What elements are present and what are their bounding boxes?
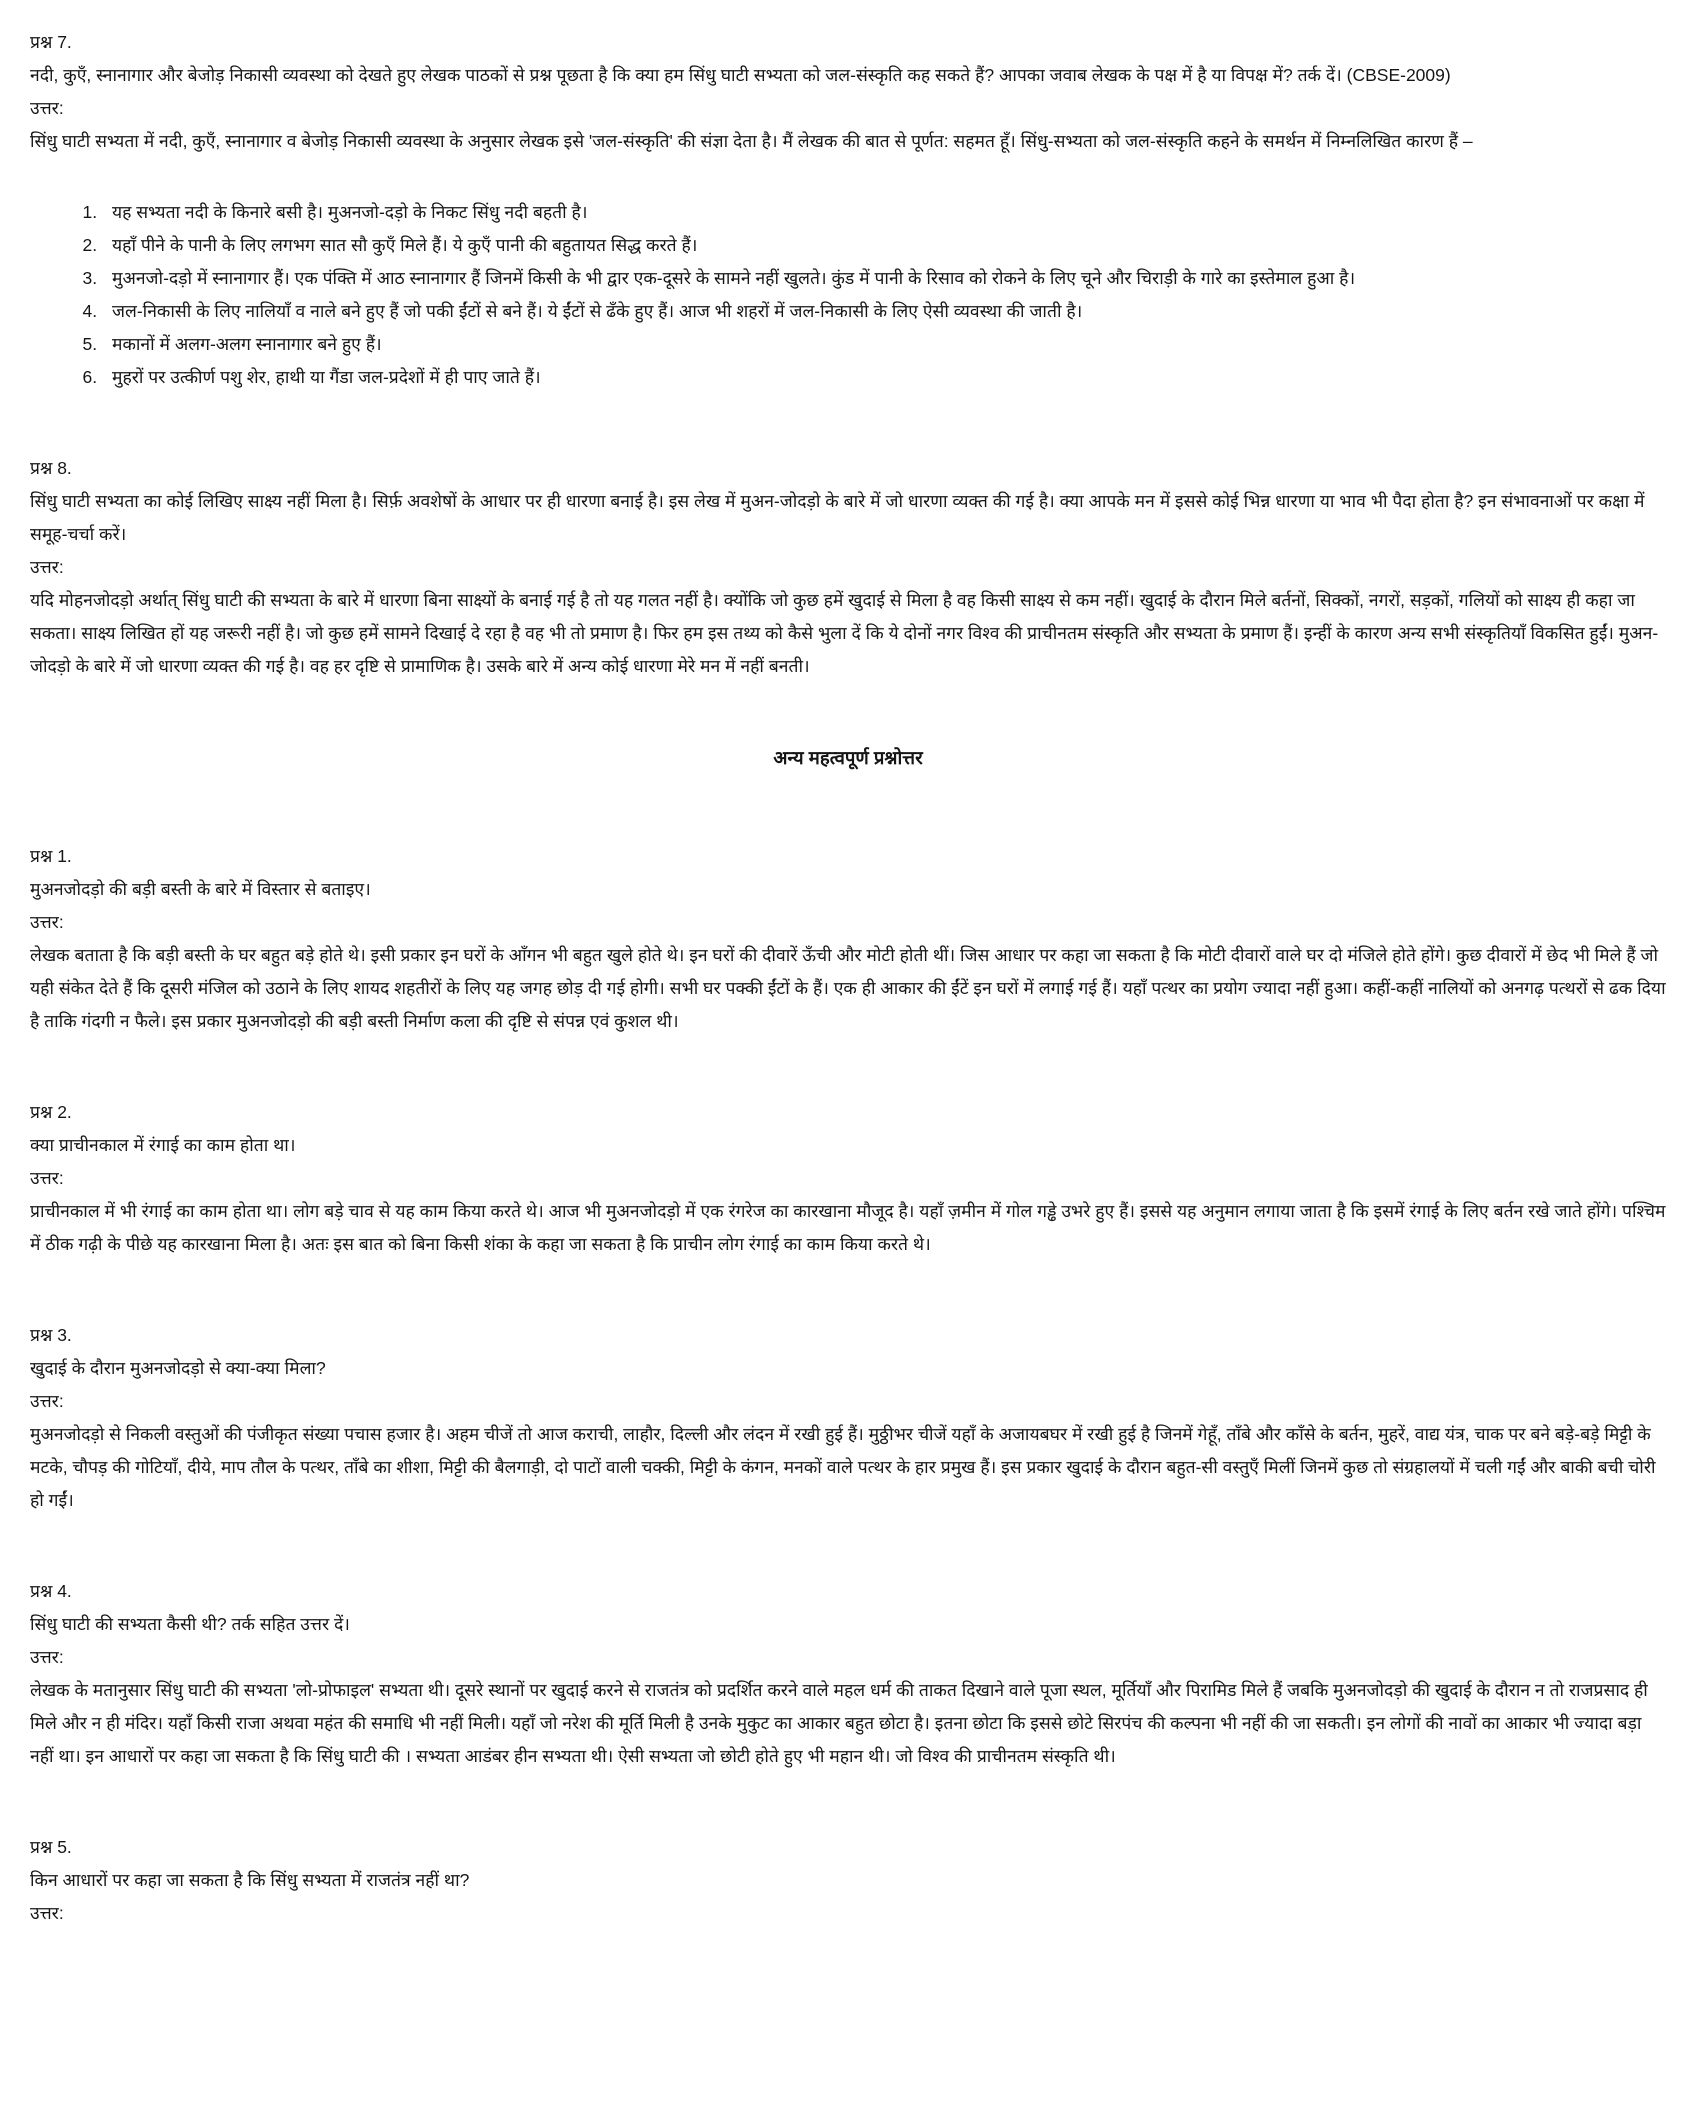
question-2-number: प्रश्न 2.: [30, 1102, 72, 1122]
question-4-text: सिंधु घाटी की सभ्यता कैसी थी? तर्क सहित उत्तर दें।: [30, 1614, 350, 1634]
list-item: 1. यह सभ्यता नदी के किनारे बसी है। मुअनजो-दड़ो के निकट सिंधु नदी बहती है।: [102, 196, 1666, 229]
question-8-text: सिंधु घाटी सभ्यता का कोई लिखिए साक्ष्य नहीं मिला है। सिर्फ़ अवशेषों के आधार पर ही धारणा बनाई है। इस लेख में मुअन-जोदड़ो के बारे में जो धारणा व्यक्त की गई है। क्या आपके मन में इससे कोई भिन्न धारणा या भाव भी पैदा होता है? इन संभावनाओं पर कक्षा में समूह-चर्चा करें।: [30, 491, 1645, 544]
question-2-text: क्या प्राचीनकाल में रंगाई का काम होता था।: [30, 1135, 296, 1155]
question-block-2: [30, 1096, 1666, 1261]
question-3-number: प्रश्न 3.: [30, 1325, 72, 1345]
question-block-7: [30, 26, 1666, 394]
question-5-number: प्रश्न 5.: [30, 1837, 72, 1857]
question-8-number: प्रश्न 8.: [30, 458, 72, 478]
question-2-answer-label: उत्तर:: [30, 1168, 64, 1188]
question-8-answer-label: उत्तर:: [30, 557, 64, 577]
question-3-text: खुदाई के दौरान मुअनजोदड़ो से क्या-क्या मिला?: [30, 1358, 326, 1378]
list-item: 6. मुहरों पर उत्कीर्ण पशु शेर, हाथी या गैंडा जल-प्रदेशों में ही पाए जाते हैं।: [102, 361, 1666, 394]
question-7-answer-text: सिंधु घाटी सभ्यता में नदी, कुएँ, स्नानागार व बेजोड़ निकासी व्यवस्था के अनुसार लेखक इसे 'जल-संस्कृति' की संज्ञा देता है। मैं लेखक की बात से पूर्णत: सहमत हूँ। सिंधु-सभ्यता को जल-संस्कृति कहने के समर्थन में निम्नलिखित कारण हैं –: [30, 131, 1473, 151]
question-1-answer-text: लेखक बताता है कि बड़ी बस्ती के घर बहुत बड़े होते थे। इसी प्रकार इन घरों के आँगन भी बहुत खुले होते थे। इन घरों की दीवारें ऊँची और मोटी होती थीं। जिस आधार पर कहा जा सकता है कि मोटी दीवारों वाले घर दो मंजिले होते होंगे। कुछ दीवारों में छेद भी मिले हैं जो यही संकेत देते हैं कि दूसरी मंजिल को उठाने के लिए शायद शहतीरों के लिए यह जगह छोड़ दी गई होगी। सभी घर पक्की ईंटों के हैं। एक ही आकार की ईंटें इन घरों में लगाई गई हैं। यहाँ पत्थर का प्रयोग ज्यादा नहीं हुआ। कहीं-कहीं नालियों को अनगढ़ पत्थरों से ढक दिया है ताकि गंदगी न फैले। इस प्रकार मुअनजोदड़ो की बड़ी बस्ती निर्माण कला की दृष्टि से संपन्न एवं कुशल थी।: [30, 945, 1666, 1031]
question-4-number: प्रश्न 4.: [30, 1581, 72, 1601]
question-4-answer-text: लेखक के मतानुसार सिंधु घाटी की सभ्यता 'लो-प्रोफाइल' सभ्यता थी। दूसरे स्थानों पर खुदाई करने से राजतंत्र को प्रदर्शित करने वाले महल धर्म की ताकत दिखाने वाले पूजा स्थल, मूर्तियाँ और पिरामिड मिले हैं जबकि मुअनजोदड़ो की खुदाई के दौरान न तो राजप्रसाद ही मिले और न ही मंदिर। यहाँ किसी राजा अथवा महंत की समाधि भी नहीं मिली। यहाँ जो नरेश की मूर्ति मिली है उनके मुकुट का आकार बहुत छोटा है। इतना छोटा कि इससे छोटे सिरपंच की कल्पना भी नहीं की जा सकती। इन लोगों की नावों का आकार भी ज्यादा बड़ा नहीं था। इन आधारों पर कहा जा सकता है कि सिंधु घाटी की । सभ्यता आडंबर हीन सभ्यता थी। ऐसी सभ्यता जो छोटी होते हुए भी महान थी। जो विश्व की प्राचीनतम संस्कृति थी।: [30, 1680, 1648, 1766]
question-3-answer-text: मुअनजोदड़ो से निकली वस्तुओं की पंजीकृत संख्या पचास हजार है। अहम चीजें तो आज कराची, लाहौर, दिल्ली और लंदन में रखी हुई हैं। मुठ्ठीभर चीजें यहाँ के अजायबघर में रखी हुई है जिनमें गेहूँ, ताँबे और काँसे के बर्तन, मुहरें, वाद्य यंत्र, चाक पर बने बड़े-बड़े मिट्टी के मटके, चौपड़ की गोटियाँ, दीये, माप तौल के पत्थर, ताँबे का शीशा, मिट्टी की बैलगाड़ी, दो पाटों वाली चक्की, मिट्टी के कंगन, मनकों वाले पत्थर के हार प्रमुख हैं। इस प्रकार खुदाई के दौरान बहुत-सी वस्तुएँ मिलीं जिनमें कुछ तो संग्रहालयों में चली गईं और बाकी बची चोरी हो गईं।: [30, 1424, 1656, 1510]
question-5-answer-label: उत्तर:: [30, 1903, 64, 1923]
list-item: 3. मुअनजो-दड़ो में स्नानागार हैं। एक पंक्ति में आठ स्नानागार हैं जिनमें किसी के भी द्वार एक-दूसरे के सामने नहीं खुलते। कुंड में पानी के रिसाव को रोकने के लिए चूने और चिराड़ी के गारे का इस्तेमाल हुआ है।: [102, 262, 1666, 295]
question-7-reasons-list: [30, 196, 1666, 394]
question-7-number: प्रश्न 7.: [30, 32, 72, 52]
question-1-answer-label: उत्तर:: [30, 912, 64, 932]
question-8-answer-text: यदि मोहनजोदड़ो अर्थात् सिंधु घाटी की सभ्यता के बारे में धारणा बिना साक्ष्यों के बनाई गई है तो यह गलत नहीं है। क्योंकि जो कुछ हमें खुदाई से मिला है वह किसी साक्ष्य से कम नहीं। खुदाई के दौरान मिले बर्तनों, सिक्कों, नगरों, सड़कों, गलियों को साक्ष्य ही कहा जा सकता। साक्ष्य लिखित हों यह जरूरी नहीं है। जो कुछ हमें सामने दिखाई दे रहा है वह भी तो प्रमाण है। फिर हम इस तथ्य को कैसे भुला दें कि ये दोनों नगर विश्व की प्राचीनतम संस्कृति और सभ्यता के प्रमाण हैं। इन्हीं के कारण अन्य सभी संस्कृतियाँ विकसित हुईं। मुअन-जोदड़ो के बारे में जो धारणा व्यक्त की गई है। वह हर दृष्टि से प्रामाणिक है। उसके बारे में अन्य कोई धारणा मेरे मन में नहीं बनती।: [30, 590, 1659, 676]
question-7-text: नदी, कुएँ, स्नानागार और बेजोड़ निकासी व्यवस्था को देखते हुए लेखक पाठकों से प्रश्न पूछता है कि क्या हम सिंधु घाटी सभ्यता को जल-संस्कृति कह सकते हैं? आपका जवाब लेखक के पक्ष में है या विपक्ष में? तर्क दें। (CBSE-2009): [30, 65, 1451, 85]
question-3-answer-label: उत्तर:: [30, 1391, 64, 1411]
question-2-answer-text: प्राचीनकाल में भी रंगाई का काम होता था। लोग बड़े चाव से यह काम किया करते थे। आज भी मुअनजोदड़ो में एक रंगरेज का कारखाना मौजूद है। यहाँ ज़मीन में गोल गड्ढे उभरे हुए हैं। इससे यह अनुमान लगाया जाता है कि इसमें रंगाई के लिए बर्तन रखे जाते होंगे। पश्चिम में ठीक गढ़ी के पीछे यह कारखाना मिला है। अतः इस बात को बिना किसी शंका के कहा जा सकता है कि प्राचीन लोग रंगाई का काम किया करते थे।: [30, 1201, 1666, 1254]
section-heading: अन्य महत्वपूर्ण प्रश्नोत्तर: [773, 747, 923, 768]
list-item: 4. जल-निकासी के लिए नालियाँ व नाले बने हुए हैं जो पकी ईंटों से बने हैं। ये ईंटों से ढँके हुए हैं। आज भी शहरों में जल-निकासी के लिए ऐसी व्यवस्था की जाती है।: [102, 295, 1666, 328]
question-1-text: मुअनजोदड़ो की बड़ी बस्ती के बारे में विस्तार से बताइए।: [30, 879, 371, 899]
question-block-4: [30, 1575, 1666, 1773]
list-item: 5. मकानों में अलग-अलग स्नानागार बने हुए हैं।: [102, 328, 1666, 361]
question-block-3: [30, 1319, 1666, 1517]
question-block-5: [30, 1831, 1666, 1930]
question-5-text: किन आधारों पर कहा जा सकता है कि सिंधु सभ्यता में राजतंत्र नहीं था?: [30, 1870, 470, 1890]
question-4-answer-label: उत्तर:: [30, 1647, 64, 1667]
question-1-number: प्रश्न 1.: [30, 846, 72, 866]
list-item: 2. यहाँ पीने के पानी के लिए लगभग सात सौ कुएँ मिले हैं। ये कुएँ पानी की बहुतायत सिद्ध करते हैं।: [102, 229, 1666, 262]
question-block-8: [30, 452, 1666, 683]
question-block-1: [30, 840, 1666, 1038]
question-7-answer-label: उत्तर:: [30, 98, 64, 118]
